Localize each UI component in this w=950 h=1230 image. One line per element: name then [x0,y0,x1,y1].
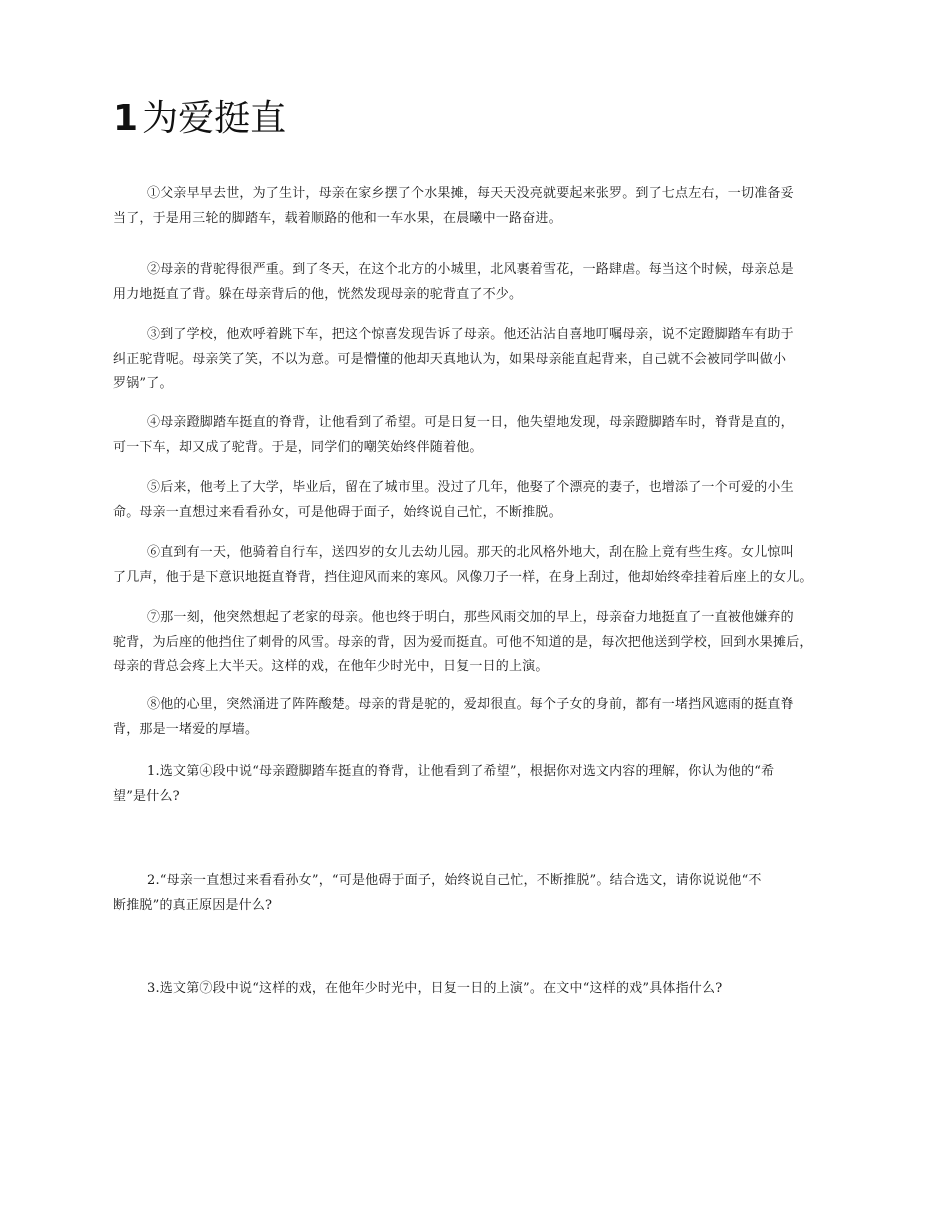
question-line: 望”是什么? [113,788,180,804]
question-line: 断推脱”的真正原因是什么? [113,897,273,913]
question-1 [113,760,853,809]
paragraph-3 [113,323,853,397]
question-line: 2.“母亲一直想过来看看孙女”，“可是他碍于面子，始终说自己忙，不断推脱”。结合选文，请你说说他“不 [147,873,762,888]
paragraph-line: 可一下车，却又成了驼背。于是，同学们的嘲笑始终伴随着他。 [113,439,483,455]
paragraph-6 [113,541,853,590]
paragraph-4 [113,411,853,460]
question-line: 3.选文第⑦段中说“这样的戏，在他年少时光中，日复一日的上演”。在文中“这样的戏”具体指什么? [147,981,723,996]
paragraph-line: ④母亲蹬脚踏车挺直的脊背，让他看到了希望。可是日复一日，他失望地发现，母亲蹬脚踏车时，脊背是直的， [147,415,794,430]
title-number: 1 [113,98,139,139]
paragraph-line: ⑧他的心里，突然涌进了阵阵酸楚。母亲的背是驼的，爱却很直。每个子女的身前，都有一堵挡风遮雨的挺直脊 [147,697,794,712]
paragraph-1 [113,182,853,231]
paragraph-line: 驼背，为后座的他挡住了刺骨的风雪。母亲的背，因为爱而挺直。可他不知道的是，每次把他送到学校，回到水果摊后， [113,634,813,650]
paragraph-line: ①父亲早早去世，为了生计，母亲在家乡摆了个水果摊，每天天没亮就要起来张罗。到了七点左右，一切准备妥 [147,186,794,201]
paragraph-line: 罗锅”了。 [113,376,173,391]
paragraph-5 [113,476,853,525]
title-text: 为爱挺直 [142,98,287,139]
paragraph-8 [113,693,853,742]
page-title [113,96,286,142]
paragraph-2 [113,258,853,307]
paragraph-line: 命。母亲一直想过来看看孙女，可是他碍于面子，始终说自己忙，不断推脱。 [113,504,562,520]
question-3 [113,977,853,1002]
question-2 [113,869,853,918]
paragraph-line: ⑦那一刻，他突然想起了老家的母亲。他也终于明白，那些风雨交加的早上，母亲奋力地挺直了一直被他嫌弃的 [147,610,794,625]
paragraph-line: 用力地挺直了背。躲在母亲背后的他，恍然发现母亲的驼背直了不少。 [113,286,523,302]
paragraph-line: 背，那是一堵爱的厚墙。 [113,721,259,737]
paragraph-line: ⑤后来，他考上了大学，毕业后，留在了城市里。没过了几年，他娶了个漂亮的妻子，也增添了一个可爱的小生 [147,480,794,495]
paragraph-line: 母亲的背总会疼上大半天。这样的戏，在他年少时光中，日复一日的上演。 [113,659,549,674]
paragraph-line: 纠正驼背呢。母亲笑了笑，不以为意。可是懵懂的他却天真地认为，如果母亲能直起背来，自己就不会被同学叫做小 [113,351,787,367]
paragraph-line: ②母亲的背驼得很严重。到了冬天，在这个北方的小城里，北风裹着雪花，一路肆虐。每当这个时候，母亲总是 [147,262,794,277]
question-line: 1.选文第④段中说“母亲蹬脚踏车挺直的脊背，让他看到了希望”，根据你对选文内容的理解，你认为他的“希 [147,764,775,779]
paragraph-line: ⑥直到有一天，他骑着自行车，送四岁的女儿去幼儿园。那天的北风格外地大，刮在脸上竟有些生疼。女儿惊叫 [147,545,794,560]
paragraph-line: 当了，于是用三轮的脚踏车，载着顺路的他和一车水果，在晨曦中一路奋进。 [113,210,562,226]
paragraph-line: 了几声，他于是下意识地挺直脊背，挡住迎风而来的寒风。风像刀子一样，在身上刮过，他却始终牵挂着后座上的女儿。 [113,569,813,585]
paragraph-line: ③到了学校，他欢呼着跳下车，把这个惊喜发现告诉了母亲。他还沾沾自喜地叮嘱母亲，说不定蹬脚踏车有助于 [147,327,794,342]
paragraph-7 [113,606,853,680]
